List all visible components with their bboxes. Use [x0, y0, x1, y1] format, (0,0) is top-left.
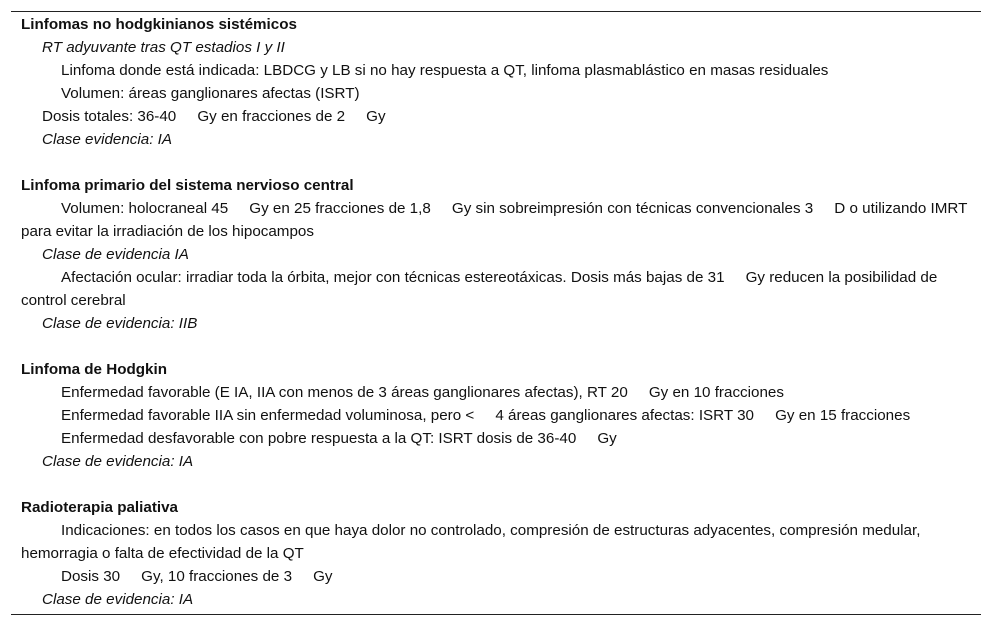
table-line: Afectación ocular: irradiar toda la órbita, mejor con técnicas estereotáxicas. Dosis más bajas de 31 Gy reducen la posibilidad de control cerebral: [21, 269, 942, 309]
table-line: Indicaciones: en todos los casos en que haya dolor no controlado, compresión de estructuras adyacentes, compresión medular, hemorragia o falta de efectividad de la QT: [21, 522, 925, 562]
section-gap: [11, 335, 981, 358]
evidence-class: Clase de evidencia: IA: [42, 591, 194, 608]
evidence-class: Clase de evidencia: IA: [42, 453, 194, 470]
section-heading: Linfoma de Hodgkin: [21, 361, 167, 378]
evidence-class: Clase de evidencia: IIB: [42, 315, 198, 332]
subheading: RT adyuvante tras QT estadios I y II: [42, 39, 285, 56]
section-heading: Linfomas no hodgkinianos sistémicos: [21, 16, 297, 33]
radiotherapy-table: [11, 11, 981, 615]
section-heading: Linfoma primario del sistema nervioso central: [21, 177, 354, 194]
table-line: Volumen: holocraneal 45 Gy en 25 fracciones de 1,8 Gy sin sobreimpresión con técnicas convencionales 3 D o utilizando IMRT para evitar la irradiación de los hipocampos: [21, 200, 972, 240]
table-line: Volumen: áreas ganglionares afectas (ISRT): [61, 85, 360, 102]
table-line: Enfermedad favorable IIA sin enfermedad voluminosa, pero < 4 áreas ganglionares afectas: ISRT 30 Gy en 15 fracciones: [61, 407, 911, 424]
section-gap: [11, 473, 981, 496]
section-heading: Radioterapia paliativa: [21, 499, 178, 516]
table-line: Dosis totales: 36-40 Gy en fracciones de 2 Gy: [42, 108, 386, 125]
table-line: Enfermedad favorable (E IA, IIA con menos de 3 áreas ganglionares afectas), RT 20 Gy en 10 fracciones: [61, 384, 784, 401]
evidence-class: Clase evidencia: IA: [42, 131, 173, 148]
evidence-class: Clase de evidencia IA: [42, 246, 189, 263]
table-line: Linfoma donde está indicada: LBDCG y LB si no hay respuesta a QT, linfoma plasmablástico en masas residuales: [61, 62, 829, 79]
section-gap: [11, 151, 981, 174]
table-line: Enfermedad desfavorable con pobre respuesta a la QT: ISRT dosis de 36-40 Gy: [61, 430, 617, 447]
table-line: Dosis 30 Gy, 10 fracciones de 3 Gy: [61, 568, 333, 585]
